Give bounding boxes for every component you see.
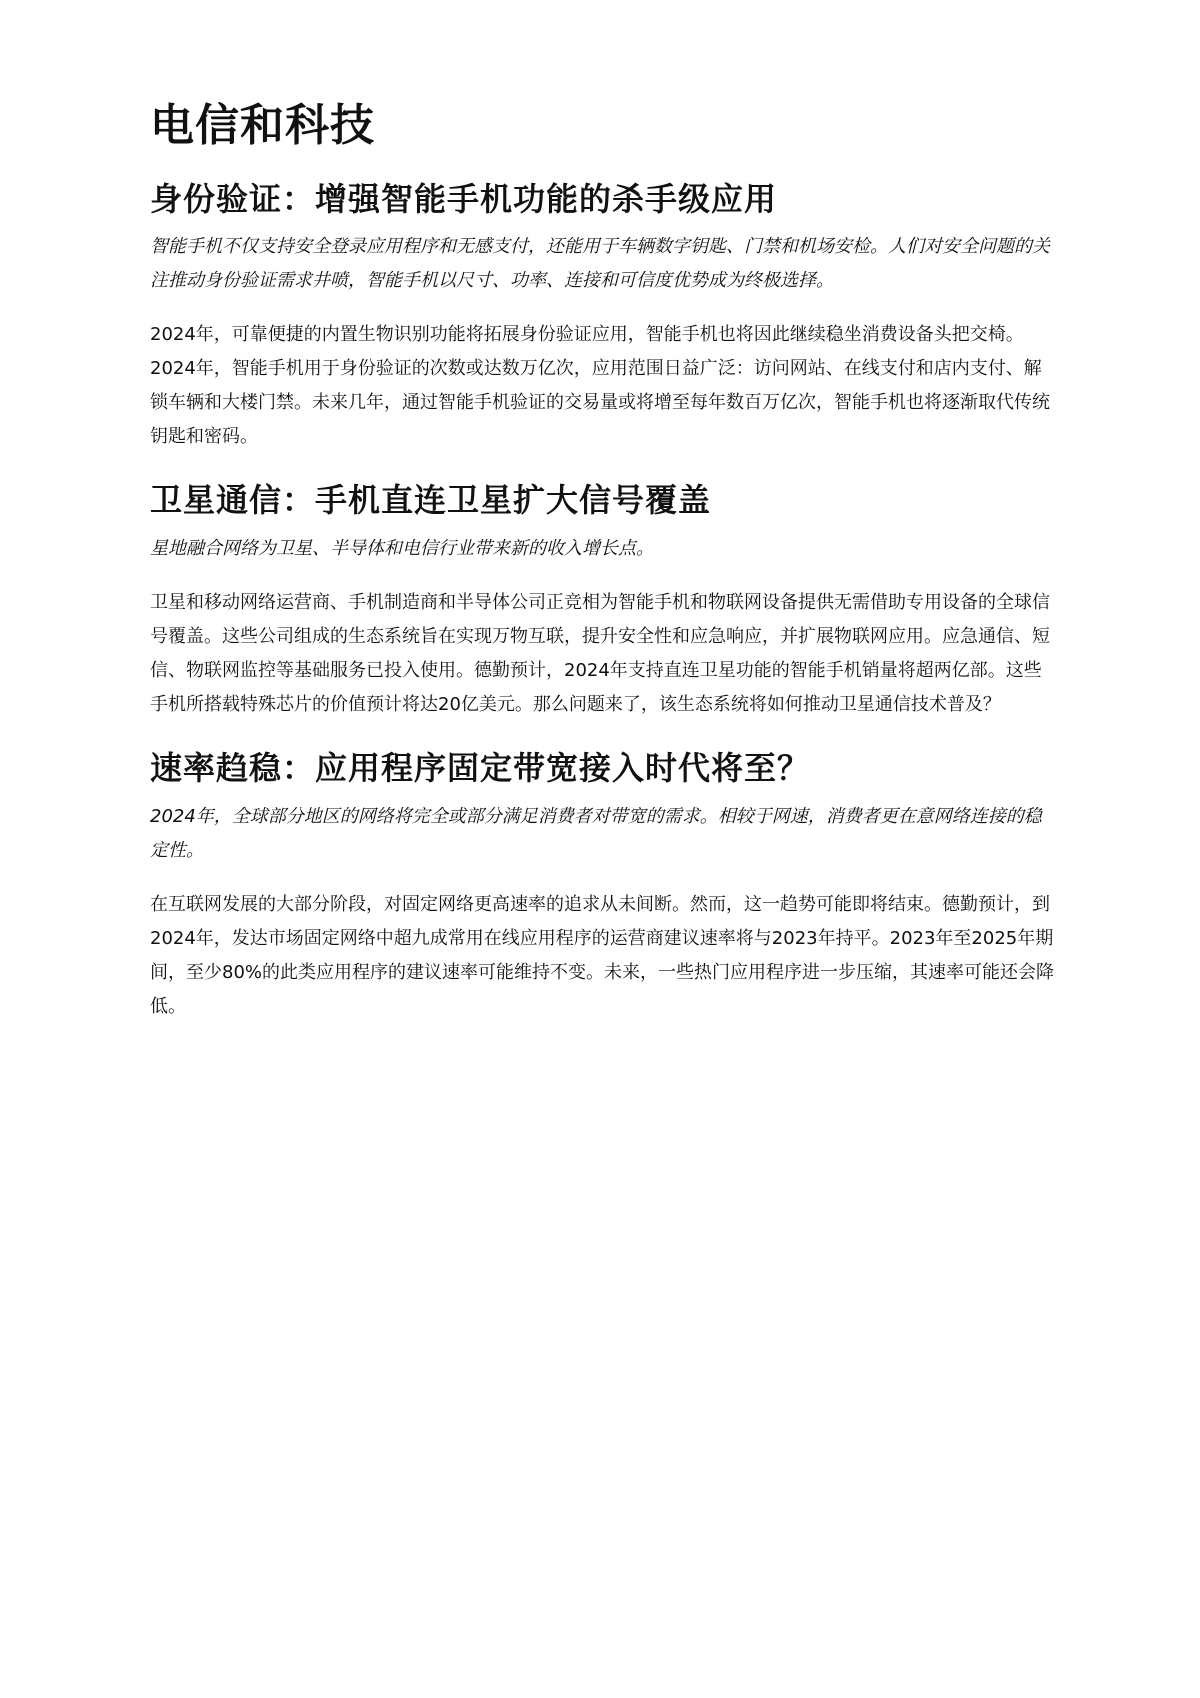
- section-heading: 身份验证：增强智能手机功能的杀手级应用: [150, 179, 778, 218]
- section-heading: 速率趋稳：应用程序固定带宽接入时代将至？: [150, 748, 811, 787]
- section-satellite: [150, 480, 1055, 722]
- section-authentication: [150, 179, 1055, 455]
- document-page: [150, 100, 1055, 1050]
- section-body: 2024年，可靠便捷的内置生物识别功能将拓展身份验证应用，智能手机也将因此继续稳坐消费设备头把交椅。2024年，智能手机用于身份验证的次数或达数万亿次，应用范围日益广泛：访问网站、在线支付和店内支付、解锁车辆和大楼门禁。未来几年，通过智能手机验证的交易量或将增至每年数百万亿次，智能手机也将逐渐取代传统钥匙和密码。: [150, 324, 1050, 448]
- section-lead: 2024年，全球部分地区的网络将完全或部分满足消费者对带宽的需求。相较于网速，消费者更在意网络连接的稳定性。: [150, 805, 1042, 861]
- section-body: 卫星和移动网络运营商、手机制造商和半导体公司正竞相为智能手机和物联网设备提供无需借助专用设备的全球信号覆盖。这些公司组成的生态系统旨在实现万物互联，提升安全性和应急响应，并扩展物联网应用。应急通信、短信、物联网监控等基础服务已投入使用。德勤预计，2024年支持直连卫星功能的智能手机销量将超两亿部。这些手机所搭载特殊芯片的价值预计将达20亿美元。那么问题来了，该生态系统将如何推动卫星通信技术普及？: [150, 591, 1050, 715]
- document-title: 电信和科技: [150, 100, 375, 151]
- section-lead: 星地融合网络为卫星、半导体和电信行业带来新的收入增长点。: [150, 537, 654, 559]
- section-body: 在互联网发展的大部分阶段，对固定网络更高速率的追求从未间断。然而，这一趋势可能即将结束。德勤预计，到2024年，发达市场固定网络中超九成常用在线应用程序的运营商建议速率将与2023年持平。2023年至2025年期间，至少80%的此类应用程序的建议速率可能维持不变。未来，一些热门应用程序进一步压缩，其速率可能还会降低。: [150, 893, 1055, 1017]
- section-bandwidth: [150, 748, 1055, 1024]
- section-heading: 卫星通信：手机直连卫星扩大信号覆盖: [150, 481, 712, 520]
- section-lead: 智能手机不仅支持安全登录应用程序和无感支付，还能用于车辆数字钥匙、门禁和机场安检。人们对安全问题的关注推动身份验证需求井喷，智能手机以尺寸、功率、连接和可信度优势成为终极选择。: [150, 236, 1050, 292]
